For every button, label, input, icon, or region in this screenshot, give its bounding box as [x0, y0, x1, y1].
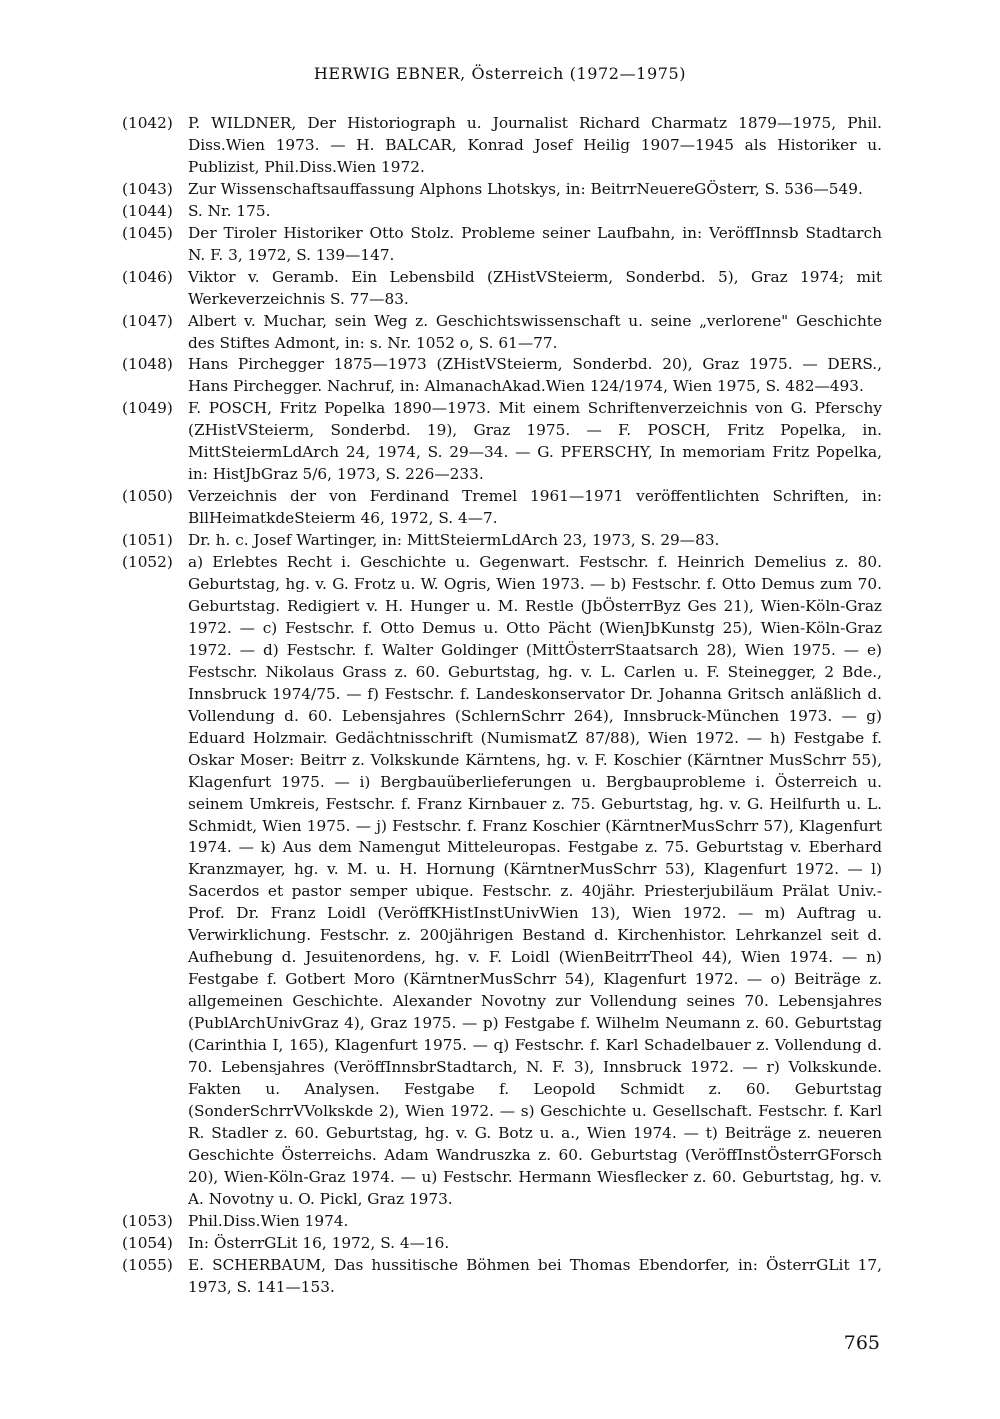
footnote-1047 — [122, 311, 882, 355]
footnote-text: P. WILDNER, Der Historiograph u. Journalist Richard Charmatz 1879—1975, Phil. Diss.Wien 1973. — H. BALCAR, Konrad Josef Heilig 1907—1945 als Historiker u. Publizist, Phil.Diss.Wien 1972. — [188, 114, 882, 176]
footnote-1055 — [122, 1255, 882, 1299]
footnote-number: (1052) — [122, 553, 173, 572]
footnote-1050 — [122, 486, 882, 530]
footnote-text: Phil.Diss.Wien 1974. — [188, 1211, 349, 1230]
footnote-number: (1051) — [122, 531, 173, 550]
footnotes-list — [122, 113, 882, 1298]
footnote-1048 — [122, 354, 882, 398]
footnote-text: Viktor v. Geramb. Ein Lebensbild (ZHistVSteierm, Sonderbd. 5), Graz 1974; mit Werkeverzeichnis S. 77—83. — [188, 267, 882, 308]
footnote-1046 — [122, 267, 882, 311]
footnote-1043 — [122, 179, 882, 201]
footnote-1044 — [122, 201, 882, 223]
footnote-text: E. SCHERBAUM, Das hussitische Böhmen bei Thomas Ebendorfer, in: ÖsterrGLit 17, 1973, S. 141—153. — [188, 1255, 882, 1296]
footnote-number: (1042) — [122, 114, 173, 132]
footnote-1049 — [122, 398, 882, 486]
footnote-text: Der Tiroler Historiker Otto Stolz. Probleme seiner Laufbahn, in: VeröffInnsb Stadtarch N. F. 3, 1972, S. 139—147. — [188, 223, 882, 264]
footnote-number: (1045) — [122, 223, 173, 242]
footnote-number: (1053) — [122, 1211, 173, 1230]
footnote-text: Verzeichnis der von Ferdinand Tremel 1961—1971 veröffentlichten Schriften, in: BllHeimatkdeSteierm 46, 1972, S. 4—7. — [188, 487, 882, 528]
footnote-1054 — [122, 1233, 882, 1255]
footnote-number: (1049) — [122, 399, 173, 418]
footnote-number: (1044) — [122, 201, 173, 220]
footnote-number: (1055) — [122, 1255, 173, 1274]
footnote-number: (1054) — [122, 1233, 173, 1252]
footnote-1042 — [122, 113, 882, 179]
running-header: HERWIG EBNER, Österreich (1972—1975) — [313, 64, 687, 83]
footnote-number: (1048) — [122, 355, 173, 374]
footnote-text: Hans Pirchegger 1875—1973 (ZHistVSteierm, Sonderbd. 20), Graz 1975. — DERS., Hans Pirchegger. Nachruf, in: AlmanachAkad.Wien 124/1974, Wien 1975, S. 482—493. — [188, 355, 882, 396]
footnote-number: (1043) — [122, 179, 173, 198]
footnote-number: (1050) — [122, 487, 173, 506]
footnote-text: Albert v. Muchar, sein Weg z. Geschichtswissenschaft u. seine „verlorene" Geschichte des Stiftes Admont, in: s. Nr. 1052 o, S. 61—77. — [188, 311, 882, 352]
footnote-1051 — [122, 530, 882, 552]
footnote-text: F. POSCH, Fritz Popelka 1890—1973. Mit einem Schriftenverzeichnis von G. Pferschy (ZHistVSteierm, Sonderbd. 19), Graz 1975. — F. POSCH, Fritz Popelka, in. MittSteiermLdArch 24, 1974, S. 29—34. — G. PFERSCHY, In memoriam Fritz Popelka, in: HistJbGraz 5/6, 1973, S. 226—233. — [188, 399, 882, 484]
footnote-1052 — [122, 552, 882, 1211]
footnote-1053 — [122, 1211, 882, 1233]
footnote-text: Dr. h. c. Josef Wartinger, in: MittSteiermLdArch 23, 1973, S. 29—83. — [188, 531, 720, 550]
footnote-text: In: ÖsterrGLit 16, 1972, S. 4—16. — [188, 1233, 450, 1252]
footnote-number: (1047) — [122, 311, 173, 330]
footnote-text: Zur Wissenschaftsauffassung Alphons Lhotskys, in: BeitrrNeuereGÖsterr, S. 536—549. — [188, 179, 863, 198]
page-number: 765 — [843, 1332, 880, 1354]
footnote-1045 — [122, 223, 882, 267]
footnote-text: a) Erlebtes Recht i. Geschichte u. Gegenwart. Festschr. f. Heinrich Demelius z. 80. Geburtstag, hg. v. G. Frotz u. W. Ogris, Wien 1973. — b) Festschr. f. Otto Demus zum 70. Geburtstag. Redigiert v. H. Hunger u. M. Restle (JbÖsterrByz Ges 21), Wien-Köln-Graz 1972. — c) Festschr. f. Otto Demus u. Otto Pächt (WienJbKunstg 25), Wien-Köln-Graz 1972. — d) Festschr. f. Walter Goldinger (MittÖsterrStaatsarch 28), Wien 1975. — e) Festschr. Nikolaus Grass z. 60. Geburtstag, hg. v. L. Carlen u. F. Steinegger, 2 Bde., Innsbruck 1974/75. — f) Festschr. f. Landeskonservator Dr. Johanna Gritsch anläßlich d. Vollendung d. 60. Lebensjahres (SchlernSchrr 264), Innsbruck-München 1973. — g) Eduard Holzmair. Gedächtnisschrift (NumismatZ 87/88), Wien 1972. — h) Festgabe f. Oskar Moser: Beitrr z. Volkskunde Kärntens, hg. v. F. Koschier (Kärntner MusSchrr 55), Klagenfurt 1975. — i) Bergbauüberlieferungen u. Bergbauprobleme i. Österreich u. seinem Umkreis, Festschr. f. Franz Kirnbauer z. 75. Geburtstag, hg. v. G. Heilfurth u. L. Schmidt, Wien 1975. — j) Festschr. f. Franz Koschier (KärntnerMusSchrr 57), Klagenfurt 1974. — k) Aus dem Namengut Mitteleuropas. Festgabe z. 75. Geburtstag v. Eberhard Kranzmayer, hg. v. M. u. H. Hornung (KärntnerMusSchrr 53), Klagenfurt 1972. — l) Sacerdos et pastor semper ubique. Festschr. z. 40jähr. Priesterjubiläum Prälat Univ.-Prof. Dr. Franz Loidl (VeröffKHistInstUnivWien 13), Wien 1972. — m) Auftrag u. Verwirklichung. Festschr. z. 200jährigen Bestand d. Kirchenhistor. Lehrkanzel seit d. Aufhebung d. Jesuitenordens, hg. v. F. Loidl (WienBeitrrTheol 44), Wien 1974. — n) Festgabe f. Gotbert Moro (KärntnerMusSchrr 54), Klagenfurt 1972. — o) Beiträge z. allgemeinen Geschichte. Alexander Novotny zur Vollendung seines 70. Lebensjahres (PublArchUnivGraz 4), Graz 1975. — p) Festgabe f. Wilhelm Neumann z. 60. Geburtstag (Carinthia I, 165), Klagenfurt 1975. — q) Festschr. f. Karl Schadelbauer z. Vollendung d. 70. Lebensjahres (VeröffInnsbrStadtarch, N. F. 3), Innsbruck 1972. — r) Volkskunde. Fakten u. Analysen. Festgabe f. Leopold Schmidt z. 60. Geburtstag (SonderSchrrVVolkskde 2), Wien 1972. — s) Geschichte u. Gesellschaft. Festschr. f. Karl R. Stadler z. 60. Geburtstag, hg. v. G. Botz u. a., Wien 1974. — t) Beiträge z. neueren Geschichte Österreichs. Adam Wandruszka z. 60. Geburtstag (VeröffInstÖsterrGForsch 20), Wien-Köln-Graz 1974. — u) Festschr. Hermann Wiesflecker z. 60. Geburtstag, hg. v. A. Novotny u. O. Pickl, Graz 1973. — [188, 553, 882, 1208]
footnote-number: (1046) — [122, 267, 173, 286]
footnote-text: S. Nr. 175. — [188, 201, 271, 220]
